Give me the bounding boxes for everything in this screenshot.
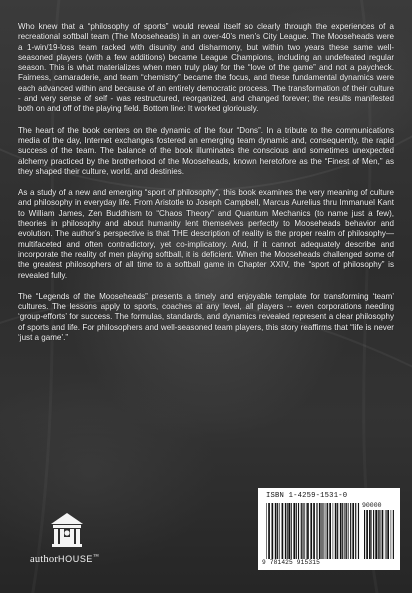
barcode-bar [298, 503, 299, 559]
barcode-bar [275, 503, 277, 559]
barcode-bar [319, 503, 321, 559]
blurb-paragraph-2: The heart of the book centers on the dynamic of the four “Dons”. In a tribute to the communications media of the day, Internet exchanges fostered an emerging team dynamic and, consequently, the rapid success of the team. The balance of the book illuminates the conscious and sometimes unexpected alchemy practiced by the brotherhood of the Mooseheads, known heretofore as the “Finest of Men,” as they shaped their culture, world, and destinies. [18, 125, 394, 176]
barcode-bar [321, 503, 322, 559]
barcode-bar [379, 510, 380, 559]
barcode-bar [369, 510, 371, 559]
barcode-bar [340, 503, 342, 559]
barcode-bar [373, 510, 374, 559]
barcode-bar [304, 503, 305, 559]
barcode-bar [342, 503, 343, 559]
barcode-bar [355, 503, 356, 559]
barcode-bar [316, 503, 317, 559]
blurb-paragraph-3: As a study of a new and emerging “sport of philosophy”, this book examines the very meaning of culture and philosophy in everyday life. From Aristotle to Joseph Campbell, Marcus Aurelius thru Immanuel Kant to William James, Zen Buddhism to “Chaos Theory” and Quantum Mechanics (to name just a few), theories in philosophy and about humanity lent themselves perfectly to Mooseheads behavior and evolution. The author’s perspective is that THE description of reality is the proper realm of philosophy—multifaceted and often contradictory, yet co-implicatory. And, if it cannot adequately describe and incorporate the reality of men playing softball, it is deficient. When the Mooseheads challenged some of the greatest philosophers of all time to a softball game in Chapter XXIV, the “sport of philosophy” is revealed fully. [18, 188, 394, 280]
barcode-bar [322, 503, 323, 559]
publisher-logo [30, 512, 120, 574]
barcode-bar [266, 503, 267, 559]
isbn-label: ISBN 1-4259-1531-0 [266, 492, 348, 500]
barcode-bar [296, 503, 297, 559]
blurb-paragraph-4: The “Legends of the Mooseheads” presents a timely and enjoyable template for transforming ‘team’ cultures. The lessons apply to sports, coaches at any level, all players -- even corporations needing ‘group-efforts’ for success. The formulas, standards, and dynamics revealed represent a clear philosophy of sports and life. For philosophers and well-seasoned team players, this story reaffirms that “life is never ‘just a game’.” [18, 291, 394, 343]
back-cover-blurb [18, 22, 394, 354]
blurb-paragraph-1: Who knew that a “philosophy of sports” would reveal itself so clearly through the experiences of a recreational softball team (The Mooseheads) in an over-40’s men’s City League. The Mooseheads were a 1-win/19-loss team racked with disunity and disharmony, but within two years these same well-seasoned players (with a few additions) became League Champions, including an undefeated regular season. This is what materializes when men truly play for the “love of the game” and not a paycheck. Fairness, camaraderie, and team “chemistry” became the focus, and these fundamental dynamics were each advanced within and because of an entirely democratic process. The transformation of their culture - and very sense of self - was restructured, reorganized, and changed forever; the results manifested both on and off of the playing field. Bottom line: It worked gloriously. [18, 22, 394, 114]
ean-digits: 9 781425 915315 [262, 559, 320, 566]
publisher-name-part1: author [30, 554, 59, 565]
barcode-bar [364, 510, 365, 559]
addon-barcode-bars [364, 510, 396, 559]
barcode-bar [350, 503, 351, 559]
barcode-bar [378, 510, 379, 559]
barcode-bar [301, 503, 302, 559]
barcode-bar [285, 503, 286, 559]
barcode-bar [386, 510, 387, 559]
barcode-bar [326, 503, 327, 559]
barcode-bar [310, 503, 312, 559]
publisher-name [30, 554, 140, 565]
barcode-bar [371, 510, 372, 559]
barcode-bar [344, 503, 345, 559]
barcode-bar [307, 503, 309, 559]
barcode-bar [327, 503, 328, 559]
barcode-bar [317, 503, 318, 559]
publisher-name-part2: HOUSE [58, 554, 94, 564]
barcode-bar [325, 503, 326, 559]
barcode-bar [313, 503, 315, 559]
barcode-bar [337, 503, 338, 559]
barcode-bar [346, 503, 347, 559]
barcode-bar [335, 503, 337, 559]
barcode-bar [382, 510, 384, 559]
barcode-bar [287, 503, 288, 559]
barcode-bar [293, 503, 295, 559]
barcode-bar [329, 503, 331, 559]
barcode-bar [272, 503, 274, 559]
barcode-bar [279, 503, 280, 559]
barcode-bar [393, 510, 394, 559]
barcode-bar [366, 510, 368, 559]
barcode-bar [352, 503, 354, 559]
barcode-bar [385, 510, 386, 559]
barcode-bar [387, 510, 389, 559]
barcode-bar [288, 503, 290, 559]
barcode-bar [282, 503, 284, 559]
barcode-bar [375, 510, 377, 559]
barcode-bar [268, 503, 270, 559]
barcode-bar [333, 503, 334, 559]
isbn-barcode [258, 488, 400, 570]
barcode-bar [391, 510, 392, 559]
barcode-bar [277, 503, 278, 559]
barcode-bar [306, 503, 307, 559]
addon-number: 90000 [362, 502, 382, 509]
trademark-symbol: ™ [93, 554, 100, 560]
publisher-house-icon [50, 512, 84, 548]
barcode-bar [358, 503, 359, 559]
ean-barcode-bars [266, 503, 360, 559]
barcode-bar [302, 503, 303, 559]
barcode-bar [348, 503, 349, 559]
barcode-bar [291, 503, 292, 559]
